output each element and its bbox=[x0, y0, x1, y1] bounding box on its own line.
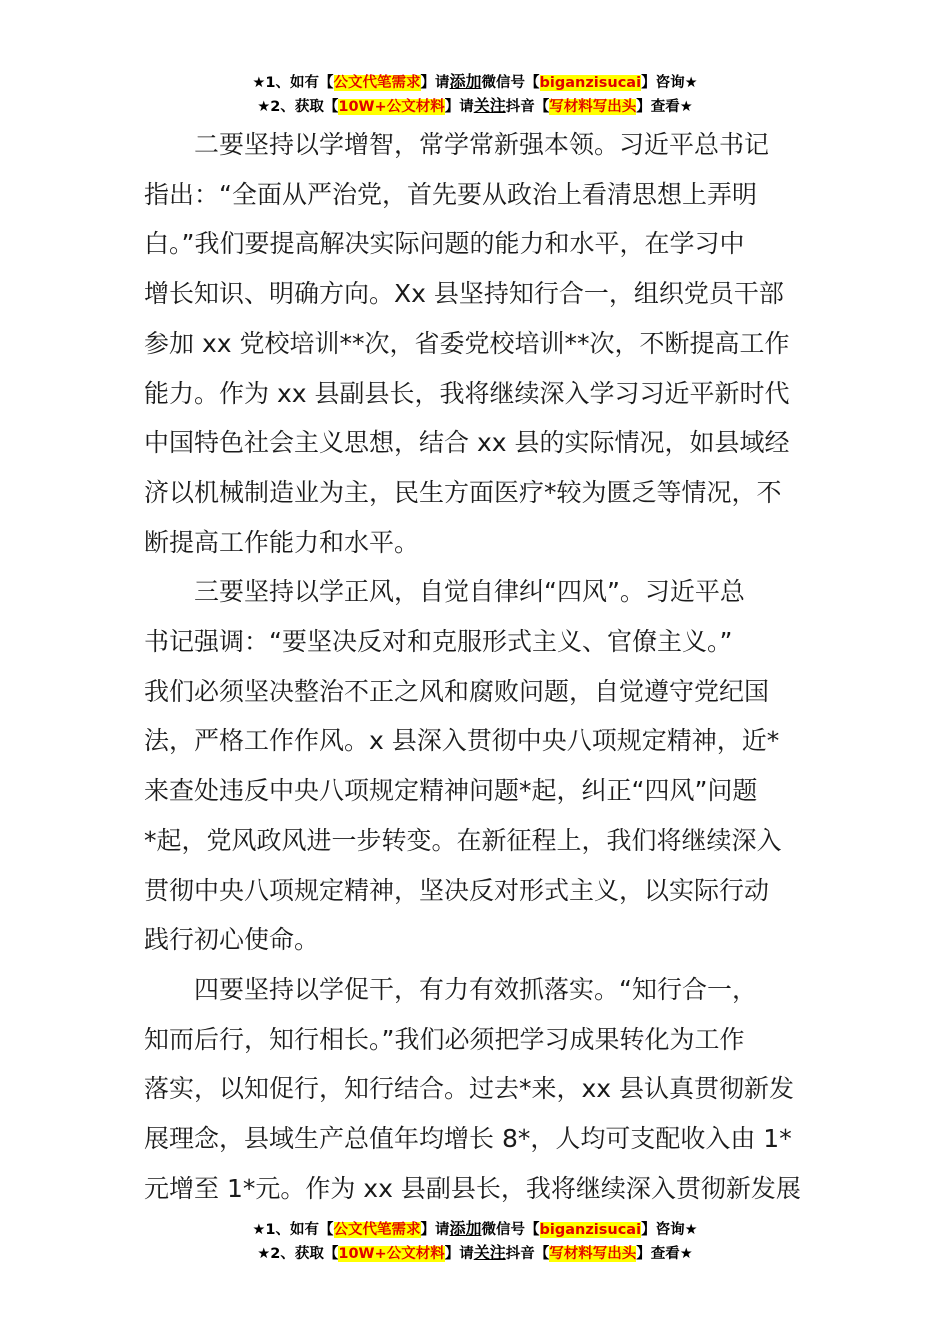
materials-highlight: 10W+公文材料 bbox=[338, 99, 445, 115]
banner-text: 微信号【 bbox=[481, 75, 540, 91]
header-banner-line-1 bbox=[0, 70, 950, 94]
paragraph-line: 知而后行，知行相长。”我们必须把学习成果转化为工作 bbox=[144, 1024, 745, 1054]
banner-text: 】咨询★ bbox=[641, 1222, 698, 1238]
paragraph-4 bbox=[144, 965, 808, 1214]
paragraph-line: 济以机械制造业为主，民生方面医疗*较为匮乏等情况，不 bbox=[144, 477, 782, 507]
service-highlight: 公文代笔需求 bbox=[333, 75, 421, 91]
footer-banner bbox=[0, 1217, 950, 1265]
banner-text: ★1、如有【 bbox=[252, 75, 334, 91]
paragraph-2 bbox=[144, 120, 808, 567]
header-banner-line-2 bbox=[0, 94, 950, 118]
banner-text: 抖音【 bbox=[505, 1246, 550, 1262]
paragraph-line: 能力。作为 xx 县副县长，我将继续深入学习习近平新时代 bbox=[144, 378, 790, 408]
banner-text: 抖音【 bbox=[505, 99, 550, 115]
paragraph-line: 践行初心使命。 bbox=[144, 925, 320, 955]
paragraph-line: 指出：“全面从严治党，首先要从政治上看清思想上弄明 bbox=[144, 179, 757, 209]
header-banner bbox=[0, 70, 950, 118]
footer-banner-line-2 bbox=[0, 1241, 950, 1265]
paragraph-line: 中国特色社会主义思想，结合 xx 县的实际情况，如县域经 bbox=[144, 428, 790, 458]
douyin-id-highlight: 写材料写出头 bbox=[549, 1246, 637, 1262]
banner-text: ★2、获取【 bbox=[257, 99, 339, 115]
paragraph-line: 元增至 1*元。作为 xx 县副县长，我将继续深入贯彻新发展 bbox=[144, 1173, 801, 1203]
paragraph-line: 来查处违反中央八项规定精神问题*起，纠正“四风”问题 bbox=[144, 776, 758, 806]
paragraph-line: 贯彻中央八项规定精神，坚决反对形式主义，以实际行动 bbox=[144, 875, 770, 905]
footer-banner-line-1 bbox=[0, 1217, 950, 1241]
add-emphasis: 添加 bbox=[449, 72, 482, 91]
paragraph-line: 落实，以知促行，知行结合。过去*来，xx 县认真贯彻新发 bbox=[144, 1074, 795, 1104]
document-body bbox=[144, 120, 808, 1213]
paragraph-3 bbox=[144, 567, 808, 965]
wechat-id-highlight: biganzisucai bbox=[539, 75, 642, 91]
paragraph-line: 增长知识、明确方向。Xx 县坚持知行合一，组织党员干部 bbox=[144, 279, 784, 309]
paragraph-line: 二要坚持以学增智，常学常新强本领。习近平总书记 bbox=[194, 130, 770, 159]
paragraph-line: 白。”我们要提高解决实际问题的能力和水平，在学习中 bbox=[144, 229, 745, 259]
banner-text: 】请 bbox=[420, 75, 450, 91]
paragraph-line: 法，严格工作作风。x 县深入贯彻中央八项规定精神，近* bbox=[144, 726, 780, 756]
banner-text: 】咨询★ bbox=[641, 75, 698, 91]
service-highlight: 公文代笔需求 bbox=[333, 1222, 421, 1238]
douyin-id-highlight: 写材料写出头 bbox=[549, 99, 637, 115]
banner-text: 】查看★ bbox=[636, 1246, 693, 1262]
banner-text: 微信号【 bbox=[481, 1222, 540, 1238]
add-emphasis: 添加 bbox=[449, 1219, 482, 1238]
materials-highlight: 10W+公文材料 bbox=[338, 1246, 445, 1262]
paragraph-line: 参加 xx 党校培训**次，省委党校培训**次，不断提高工作 bbox=[144, 328, 790, 358]
banner-text: ★2、获取【 bbox=[257, 1246, 339, 1262]
follow-emphasis: 关注 bbox=[473, 1243, 506, 1262]
banner-text: 】查看★ bbox=[636, 99, 693, 115]
banner-text: 】请 bbox=[420, 1222, 450, 1238]
banner-text: ★1、如有【 bbox=[252, 1222, 334, 1238]
paragraph-line: 断提高工作能力和水平。 bbox=[144, 527, 420, 557]
wechat-id-highlight: biganzisucai bbox=[539, 1222, 642, 1238]
banner-text: 】请 bbox=[444, 99, 474, 115]
paragraph-line: 展理念，县域生产总值年均增长 8*，人均可支配收入由 1* bbox=[144, 1124, 792, 1154]
paragraph-line: 书记强调：“要坚决反对和克服形式主义、官僚主义。” bbox=[144, 627, 733, 657]
paragraph-line: 我们必须坚决整治不正之风和腐败问题，自觉遵守党纪国 bbox=[144, 676, 770, 706]
paragraph-line: 四要坚持以学促干，有力有效抓落实。“知行合一， bbox=[194, 974, 757, 1004]
banner-text: 】请 bbox=[444, 1246, 474, 1262]
follow-emphasis: 关注 bbox=[473, 96, 506, 115]
paragraph-line: *起，党风政风进一步转变。在新征程上，我们将继续深入 bbox=[144, 825, 782, 855]
paragraph-line: 三要坚持以学正风，自觉自律纠“四风”。习近平总 bbox=[194, 577, 745, 607]
